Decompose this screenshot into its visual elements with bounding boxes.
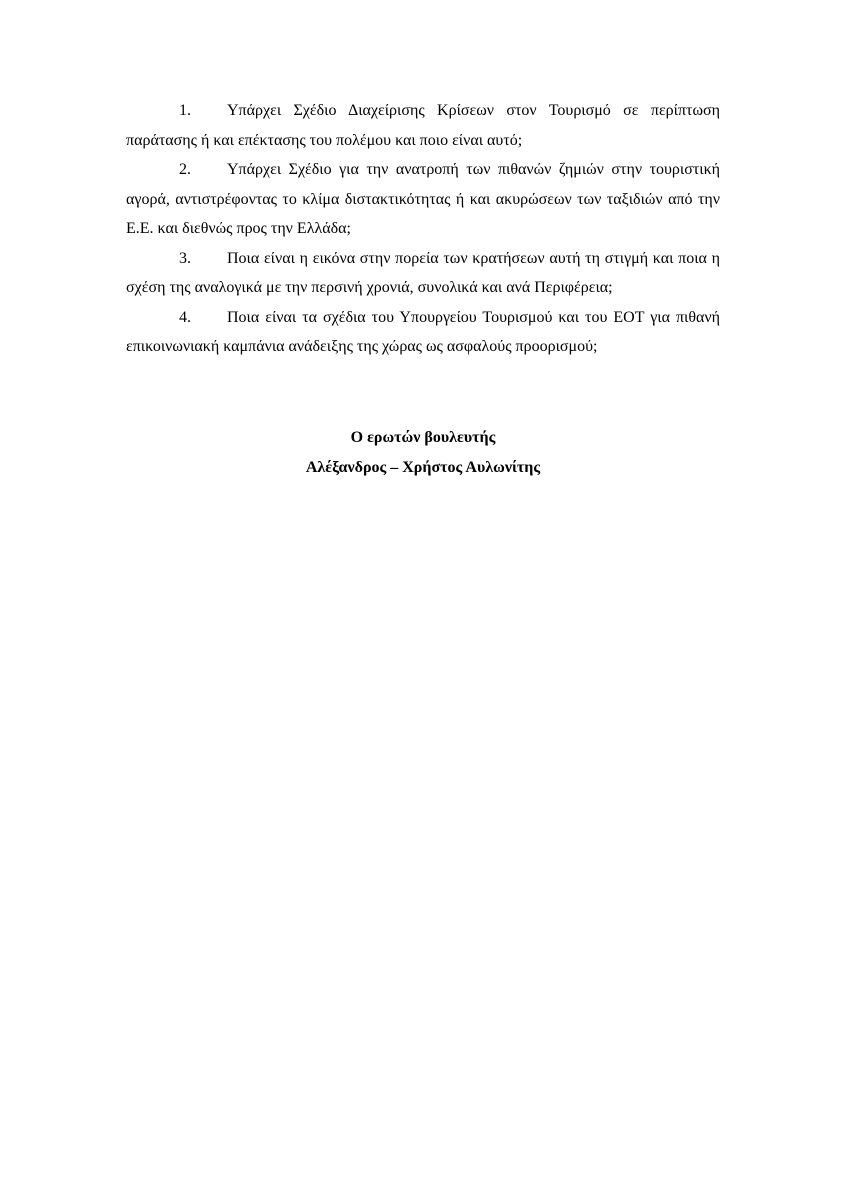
document-page bbox=[126, 96, 720, 476]
question-text: Υπάρχει Σχέδιο Διαχείρισης Κρίσεων στον Τουρισμό σε περίπτωση παράτασης ή και επέκτασης του πολέμου και ποιο είναι αυτό; bbox=[126, 102, 720, 149]
question-item bbox=[126, 96, 720, 155]
question-text: Υπάρχει Σχέδιο για την ανατροπή των πιθανών ζημιών στην τουριστική αγορά, αντιστρέφοντας το κλίμα διστακτικότητας ή και ακυρώσεων των ταξιδιών από την Ε.Ε. και διεθνώς προς την Ελλάδα; bbox=[126, 161, 720, 237]
question-item bbox=[126, 303, 720, 362]
question-text: Ποια είναι τα σχέδια του Υπουργείου Τουρισμού και του ΕΟΤ για πιθανή επικοινωνιακή καμπάνια ανάδειξης της χώρας ως ασφαλούς προορισμού; bbox=[126, 308, 720, 355]
question-number: 4. bbox=[179, 308, 191, 326]
signature-block bbox=[126, 423, 720, 482]
question-text: Ποια είναι η εικόνα στην πορεία των κρατήσεων αυτή τη στιγμή και ποια η σχέση της αναλογικά με την περσινή χρονιά, συνολικά και ανά Περιφέρεια; bbox=[126, 249, 720, 296]
signature-role: Ο ερωτών βουλευτής bbox=[350, 429, 496, 446]
question-number: 3. bbox=[179, 249, 191, 267]
signature-name: Αλέξανδρος – Χρήστος Αυλωνίτης bbox=[305, 458, 541, 476]
questions-list bbox=[126, 96, 720, 362]
question-number: 2. bbox=[179, 161, 191, 178]
question-number: 1. bbox=[179, 102, 191, 119]
question-item bbox=[126, 244, 720, 303]
question-item bbox=[126, 155, 720, 244]
